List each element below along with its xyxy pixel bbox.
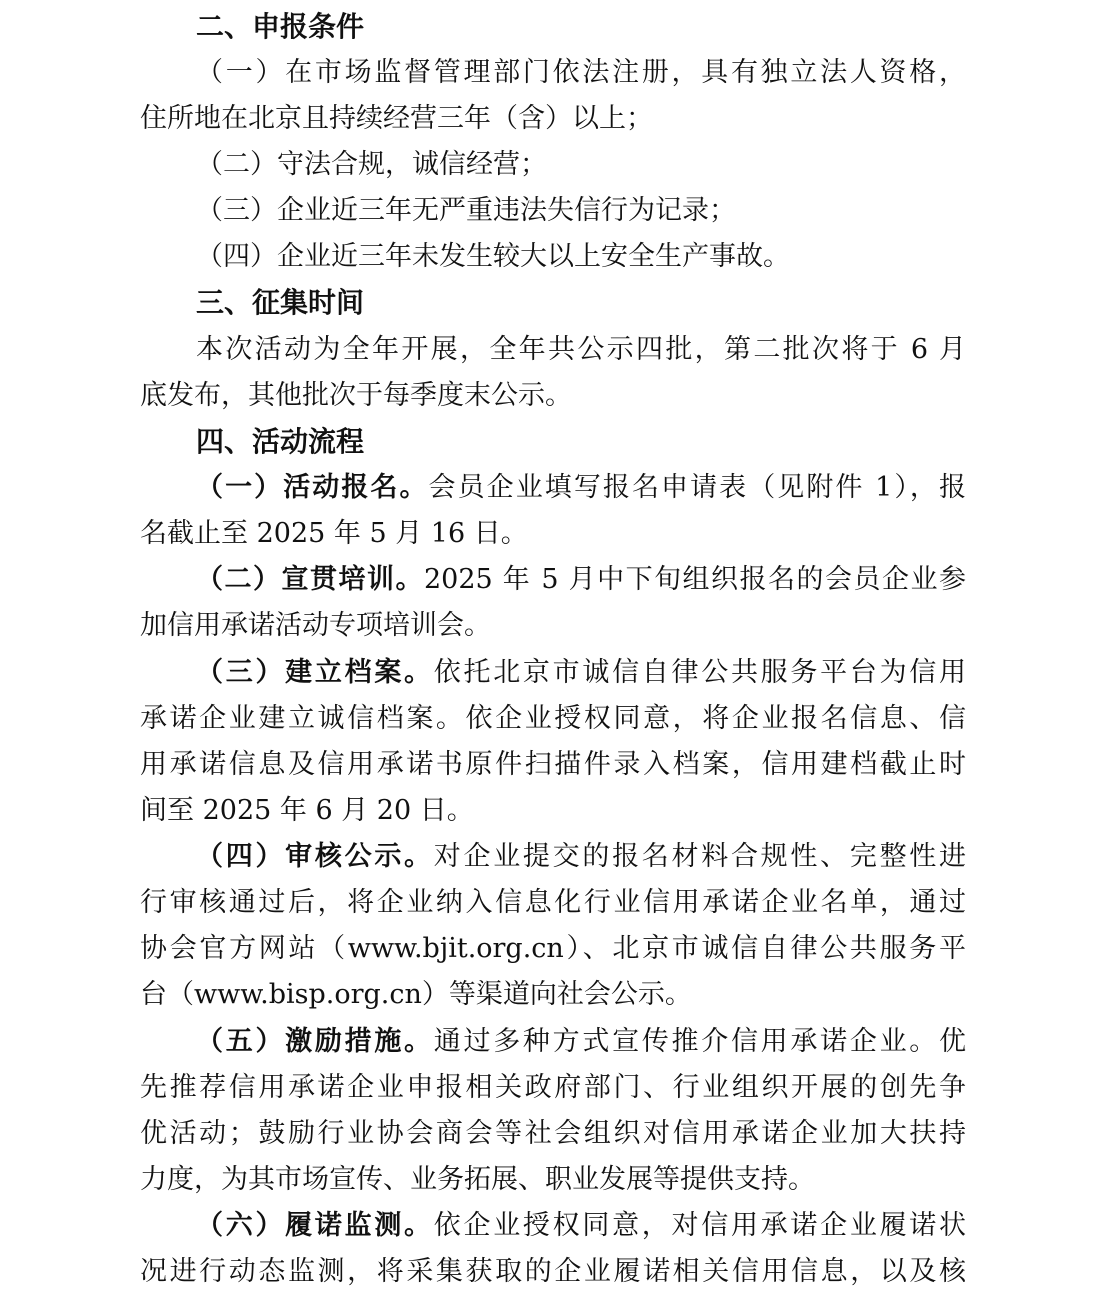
condition-item-2: （二）守法合规，诚信经营； <box>196 149 547 180</box>
section-heading-process: 四、活动流程 <box>196 425 365 458</box>
condition-item-4: （四）企业近三年未发生较大以上安全生产事故。 <box>196 241 790 272</box>
process-step-6-line-1 <box>196 1203 966 1249</box>
process-step-5-line-4: 力度，为其市场宣传、业务拓展、职业发展等提供支持。 <box>140 1164 815 1195</box>
process-step-2-line-1 <box>196 557 966 603</box>
process-step-5-line-2: 先推荐信用承诺企业申报相关政府部门、行业组织开展的创先争 <box>140 1072 966 1103</box>
condition-item-1-line-2: 住所地在北京且持续经营三年（含）以上； <box>140 103 653 134</box>
condition-item-1-line-1: （一）在市场监督管理部门依法注册，具有独立法人资格， <box>196 57 966 88</box>
process-step-4-line-2: 行审核通过后，将企业纳入信息化行业信用承诺企业名单，通过 <box>140 887 966 918</box>
process-step-1-line-2: 名截止至 2025 年 5 月 16 日。 <box>140 518 528 549</box>
process-step-1-label: （一）活动报名。 <box>196 472 429 503</box>
process-step-3-line-2: 承诺企业建立诚信档案。依企业授权同意，将企业报名信息、信 <box>140 703 966 734</box>
process-step-4-label: （四）审核公示。 <box>196 841 434 872</box>
process-step-2-text: 2025 年 5 月中下旬组织报名的会员企业参 <box>423 564 966 595</box>
process-step-3-text: 依托北京市诚信自律公共服务平台为信用 <box>433 657 966 688</box>
process-step-5-line-3: 优活动；鼓励行业协会商会等社会组织对信用承诺企业加大扶持 <box>140 1118 966 1149</box>
process-step-5-label: （五）激励措施。 <box>196 1026 434 1057</box>
process-step-3-label: （三）建立档案。 <box>196 657 434 688</box>
process-step-5-text: 通过多种方式宣传推介信用承诺企业。优 <box>433 1026 966 1057</box>
process-step-4-text: 对企业提交的报名材料合规性、完整性进 <box>433 841 966 872</box>
process-step-4-line-3: 协会官方网站（www.bjit.org.cn）、北京市诚信自律公共服务平 <box>140 933 966 964</box>
process-step-2-line-2: 加信用承诺活动专项培训会。 <box>140 610 491 641</box>
process-step-3-line-3: 用承诺信息及信用承诺书原件扫描件录入档案，信用建档截止时 <box>140 749 966 780</box>
process-step-6-text: 依企业授权同意，对信用承诺企业履诺状 <box>433 1210 966 1241</box>
process-step-5-line-1 <box>196 1019 966 1065</box>
process-step-6-line-2: 况进行动态监测，将采集获取的企业履诺相关信用信息，以及核 <box>140 1256 966 1287</box>
condition-item-3: （三）企业近三年无严重违法失信行为记录； <box>196 195 736 226</box>
time-paragraph-line-2: 底发布，其他批次于每季度末公示。 <box>140 380 572 411</box>
time-paragraph-line-1: 本次活动为全年开展，全年共公示四批，第二批次将于 6 月 <box>196 334 966 365</box>
process-step-4-line-4: 台（www.bisp.org.cn）等渠道向社会公示。 <box>140 979 692 1010</box>
section-heading-time: 三、征集时间 <box>196 286 365 319</box>
process-step-1-text: 会员企业填写报名申请表（见附件 1），报 <box>428 472 966 503</box>
process-step-2-label: （二）宣贯培训。 <box>196 564 424 595</box>
process-step-1-line-1 <box>196 465 966 511</box>
section-heading-conditions: 二、申报条件 <box>196 10 365 43</box>
process-step-6-label: （六）履诺监测。 <box>196 1210 434 1241</box>
process-step-3-line-1 <box>196 650 966 696</box>
process-step-3-line-4: 间至 2025 年 6 月 20 日。 <box>140 795 474 826</box>
process-step-4-line-1 <box>196 834 966 880</box>
